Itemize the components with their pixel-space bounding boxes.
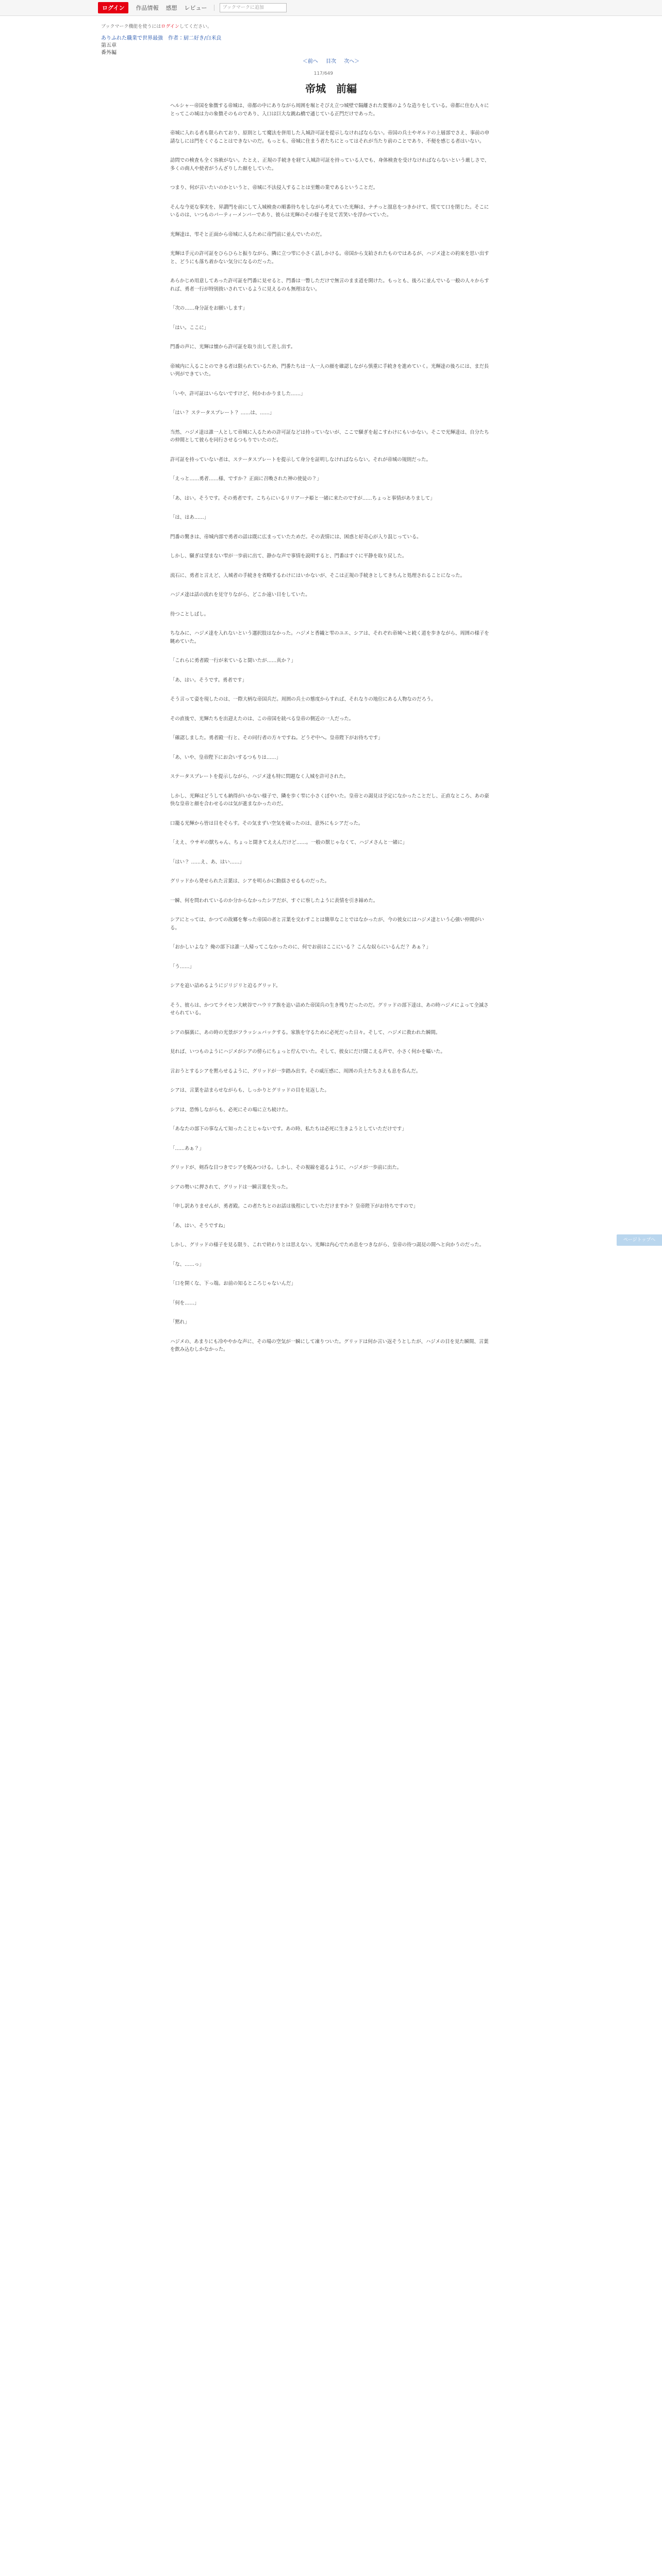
body-paragraph: 「は、はあ……」: [170, 515, 209, 520]
nav-item-review[interactable]: レビュー: [184, 5, 207, 11]
series-info: [101, 35, 221, 57]
login-button[interactable]: ログイン: [98, 2, 128, 13]
nav-item-info[interactable]: 作品情報: [136, 5, 159, 11]
body-paragraph: 一瞬、何を問われているのか分からなかったシアだが、すぐに察したように表情を引き締めた。: [170, 897, 378, 904]
body-paragraph: 許可証を持っていない者は、ステータスプレートを提示して身分を証明しなければならない。それが帝城の規則だった。: [170, 456, 431, 463]
body-paragraph: 「あなたの部下の事なんて知ったことじゃないです。あの時、私たちは必死に生きようとしていただけです」: [170, 1126, 407, 1132]
novel-body: [170, 102, 492, 1365]
body-paragraph: 「えっと……勇者……様、ですか？ 正面に召喚された神の使徒の？」: [170, 476, 322, 482]
body-paragraph: 「あ、いや、皇帝陛下にお会いするつもりは……」: [170, 754, 281, 760]
body-paragraph: シアの勢いに押されて、グリッドは一瞬言葉を失った。: [170, 1184, 291, 1190]
next-chapter-link[interactable]: 次へ＞: [344, 59, 360, 64]
body-paragraph: そう、彼らは、かつてライセン大峡谷でハウリア族を追い詰めた帝国兵の生き残りだったのだ。グリッドの部下達は、あの時ハジメによって全滅させられている。: [170, 1002, 489, 1016]
body-paragraph: グリッドが、剣呑な目つきでシアを睨みつける。しかし、その視線を遮るように、ハジメが一歩前に出た。: [170, 1165, 402, 1171]
body-paragraph: シアは、言葉を詰まらせながらも、しっかりとグリッドの目を見返した。: [170, 1088, 329, 1093]
body-paragraph: しかし、グリッドの様子を見る限り、これで終わりとは思えない。光輝は内心でため息をつきながら、皇帝の待つ謁見の間へと向かうのだった。: [170, 1242, 485, 1248]
body-paragraph: 待つことしばし。: [170, 611, 209, 617]
chapter-pager: [0, 57, 662, 64]
top-bar: [0, 0, 662, 16]
body-paragraph: ヘルシャー帝国を象徴する帝城は、帝都の中にありながら周囲を堀とそびえ立つ城壁で隔離された要塞のような造りをしている。帝都に住む人々にとってこの城は力の象徴そのものであり、入口は巨大な跳ね橋で通じている正門だけであった。: [170, 103, 489, 117]
body-paragraph: そんな今更な事実を、昇讃門を前にして入城検査の順番待ちをしながら考えていた光輝は、ナチっと溜息をつきかけて、慌てて口を閉じた。そこにいるのは、いつものパーティーメンバーであり、彼らは光輝のその様子を見て苦笑いを浮かべていた。: [170, 204, 489, 218]
body-paragraph: 光輝は手元の許可証をひらひらと振りながら、隣に立つ雫に小さく話しかける。帝国から支給されたものではあるが、ハジメ達との約束を思い出すと、どうにも落ち着かない気分になるのだった。: [170, 251, 489, 265]
body-paragraph: 「いや、許可証はいらないですけど、何かわかりました……」: [170, 391, 306, 397]
body-paragraph: そう言って姿を現したのは、一際大柄な帝国兵だ。周囲の兵士の態度からすれば、それなりの地位にある人物なのだろう。: [170, 697, 436, 702]
body-paragraph: 「おかしいよな？ 俺の部下は誰一人帰ってこなかったのに、何でお前はここにいる？ こんな奴らにいるんだ？ あぁ？」: [170, 944, 431, 950]
body-paragraph: 「あ、はい。そうです。その勇者です。こちらにいるリリアーナ姫と一緒に来たのですが……ちょっと事情がありまして」: [170, 495, 435, 501]
page-top-button[interactable]: ページトップへ: [617, 1234, 662, 1246]
body-paragraph: 「確認しました。勇者殿一行と、その同行者の方々ですね。どうぞ中へ。皇帝陛下がお待ちです」: [170, 735, 383, 741]
notice-prefix: ブックマーク機能を使うには: [101, 24, 161, 29]
body-paragraph: 口籠る光輝から皆は目をそらす。その気まずい空気を破ったのは、意外にもシアだった。: [170, 820, 363, 826]
body-paragraph: シアは、恐怖しながらも、必死にその場に立ち続けた。: [170, 1107, 291, 1113]
chapter-title: 帝城 前編: [305, 82, 357, 95]
body-paragraph: 「な、……っ」: [170, 1261, 204, 1267]
body-paragraph: 「黙れ」: [170, 1319, 190, 1325]
prev-chapter-link[interactable]: ＜前へ: [302, 59, 318, 64]
body-paragraph: ちなみに、ハジメ達を入れないという選択肢はなかった。ハジメと香織と雫のユエ、シアは、それぞれ帝城へと続く道を歩きながら、周囲の様子を眺めていた。: [170, 631, 489, 645]
series-author: 番外編: [101, 50, 117, 56]
series-title-link[interactable]: ありふれた職業で世界最強 作者：厨二好き/白米良: [101, 36, 222, 41]
body-paragraph: 光輝達は、雫そと正面から帝城に入るために帝門前に並んでいたのだ。: [170, 231, 325, 238]
body-paragraph: 門番の驚きは、帝城内部で勇者の話は既に広まっていたためだ。その表情には、困惑と好奇心が入り混じっている。: [170, 534, 422, 540]
series-subtitle: 第五章: [101, 43, 117, 48]
body-paragraph: 「申し訳ありませんが、勇者殿。この者たちとのお話は後程にしていただけますか？ 皇帝陛下がお待ちですので」: [170, 1204, 419, 1209]
body-paragraph: 「はい？ ステータスプレート？ ……は、……」: [170, 410, 275, 416]
body-paragraph: しかし、光輝はどうしても納得がいかない様子で、隣を歩く雫に小さくぼやいた。皇帝との謁見は予定になかったことだし、正直なところ、あの豪快な皇帝と顔を合わせるのは気が進まなかったのだ。: [170, 793, 489, 807]
login-notice: [101, 23, 212, 29]
page-number: 117/649: [313, 71, 333, 76]
body-paragraph: その直後で、光輝たちを出迎えたのは、この帝国を統べる皇帝の側近の一人だった。: [170, 716, 354, 722]
body-paragraph: 「何を……」: [170, 1300, 200, 1306]
top-bar-inner: [98, 2, 287, 13]
bookmark-add-button[interactable]: ブックマークに追加: [220, 3, 287, 12]
notice-suffix: してください。: [179, 24, 212, 29]
body-paragraph: 「これらに勇者殿一行が来ていると聞いたが……真か？」: [170, 658, 296, 664]
body-paragraph: 訪問での検査も全く容赦がない。たとえ、正規の手続きを経て入城許可証を持っている人でも、身体検査を受けなければならないという厳しさで、多くの商人や使者がうんざりした顔をしていた。: [170, 158, 490, 172]
body-paragraph: 帝城に入れる者も限られており、原則として魔法を併用した入城許可証を提示しなければならない。帝国の兵士やギルドの上層部でさえ、事前の申請なしには門をくぐることはできないのだ。もっとも、帝城に住まう者たちにとってはそれが当たり前のことであり、不便を感じる者はいない。: [170, 130, 490, 144]
body-paragraph: 言おうとするシアを黙らせるように、グリッドが一歩踏み出す。その威圧感に、周囲の兵士たちさえも息を呑んだ。: [170, 1068, 421, 1074]
body-paragraph: 「う……」: [170, 963, 194, 970]
body-paragraph: シアを追い詰めるようにジリジリと迫るグリッド。: [170, 983, 281, 989]
body-paragraph: 「あ、はい。そうです。勇者です」: [170, 677, 247, 683]
body-paragraph: あらかじめ用意してあった許可証を門番に見せると、門番は一瞥しただけで無言のまま道を開けた。もっとも、後ろに並んでいる一般の人々からすれば、勇者一行が特別扱いされているように見えるのも無理はない。: [170, 278, 489, 292]
body-paragraph: グリッドから発せられた言葉は、シアを明らかに動揺させるものだった。: [170, 878, 330, 884]
body-paragraph: 帝城内に入ることのできる者は限られているため、門番たちは一人一人の顔を確認しながら慎重に手続きを進めていく。光輝達の後ろには、まだ長い列ができていた。: [170, 363, 489, 377]
body-paragraph: ハジメ達は話の流れを見守りながら、どこか遠い目をしていた。: [170, 592, 310, 598]
body-paragraph: 「あ、はい、そうですね」: [170, 1223, 228, 1229]
toc-link[interactable]: 目次: [326, 59, 336, 64]
nav-item-reviews-count[interactable]: 感想: [166, 5, 177, 11]
body-paragraph: しかし、騒ぎは望まない雫が一歩前に出て、静かな声で事情を説明すると、門番はすぐに平静を取り戻した。: [170, 553, 407, 559]
body-paragraph: 門番の声に、光輝は懐から許可証を取り出して差し出す。: [170, 344, 296, 350]
body-paragraph: 「ええ、ウサギの獣ちゃん、ちょっと聞きてええんだけど……。一般の獣じゃなくて、ハジメさんと一緒に」: [170, 840, 408, 845]
body-paragraph: 「はい。ここに」: [170, 325, 209, 331]
body-paragraph: つまり、何が言いたいのかというと、帝城に不法侵入することは至難の業であるということだ。: [170, 185, 378, 191]
body-paragraph: シアにとっては、かつての故郷を奪った帝国の者と言葉を交わすことは簡単なことではなかったが、今の彼女にはハジメ達という心強い仲間がいる。: [170, 917, 484, 931]
body-paragraph: シアの脳裏に、あの時の光景がフラッシュバックする。家族を守るために必死だった日々。そして、ハジメに救われた瞬間。: [170, 1029, 441, 1036]
body-paragraph: 「口を開くな、下っ端。お前の知るところじゃないんだ」: [170, 1281, 296, 1286]
body-paragraph: 流石に、勇者と言えど、入城者の手続きを省略するわけにはいかないが、そこは正規の手続きとしてきちんと処理されることになった。: [170, 572, 465, 579]
body-paragraph: 「はい？ ……え、あ、はい……」: [170, 859, 244, 865]
notice-login-link[interactable]: ログイン: [161, 24, 179, 29]
body-paragraph: 「次の……身分証をお願いします」: [170, 306, 248, 311]
body-paragraph: 当然、ハジメ達は誰一人として帝城に入るための許可証などは持っていないが、ここで騒ぎを起こすわけにもいかない。そこで光輝達は、自分たちの仲間として彼らを同行させるつもりでいたのだ。: [170, 429, 489, 443]
body-paragraph: ハジメの、あまりにも冷ややかな声に、その場の空気が一瞬にして凍りついた。グリッドは何か言い返そうとしたが、ハジメの目を見た瞬間、言葉を飲み込むしかなかった。: [170, 1338, 489, 1352]
body-paragraph: 「……あぁ？」: [170, 1145, 204, 1151]
body-paragraph: ステータスプレートを提示しながら、ハジメ達も特に問題なく入城を許可された。: [170, 774, 349, 779]
body-paragraph: 見れば、いつものようにハジメがシアの傍らにちょっと佇んでいた。そして、彼女にだけ聞こえる声で、小さく何かを囁いた。: [170, 1049, 445, 1055]
